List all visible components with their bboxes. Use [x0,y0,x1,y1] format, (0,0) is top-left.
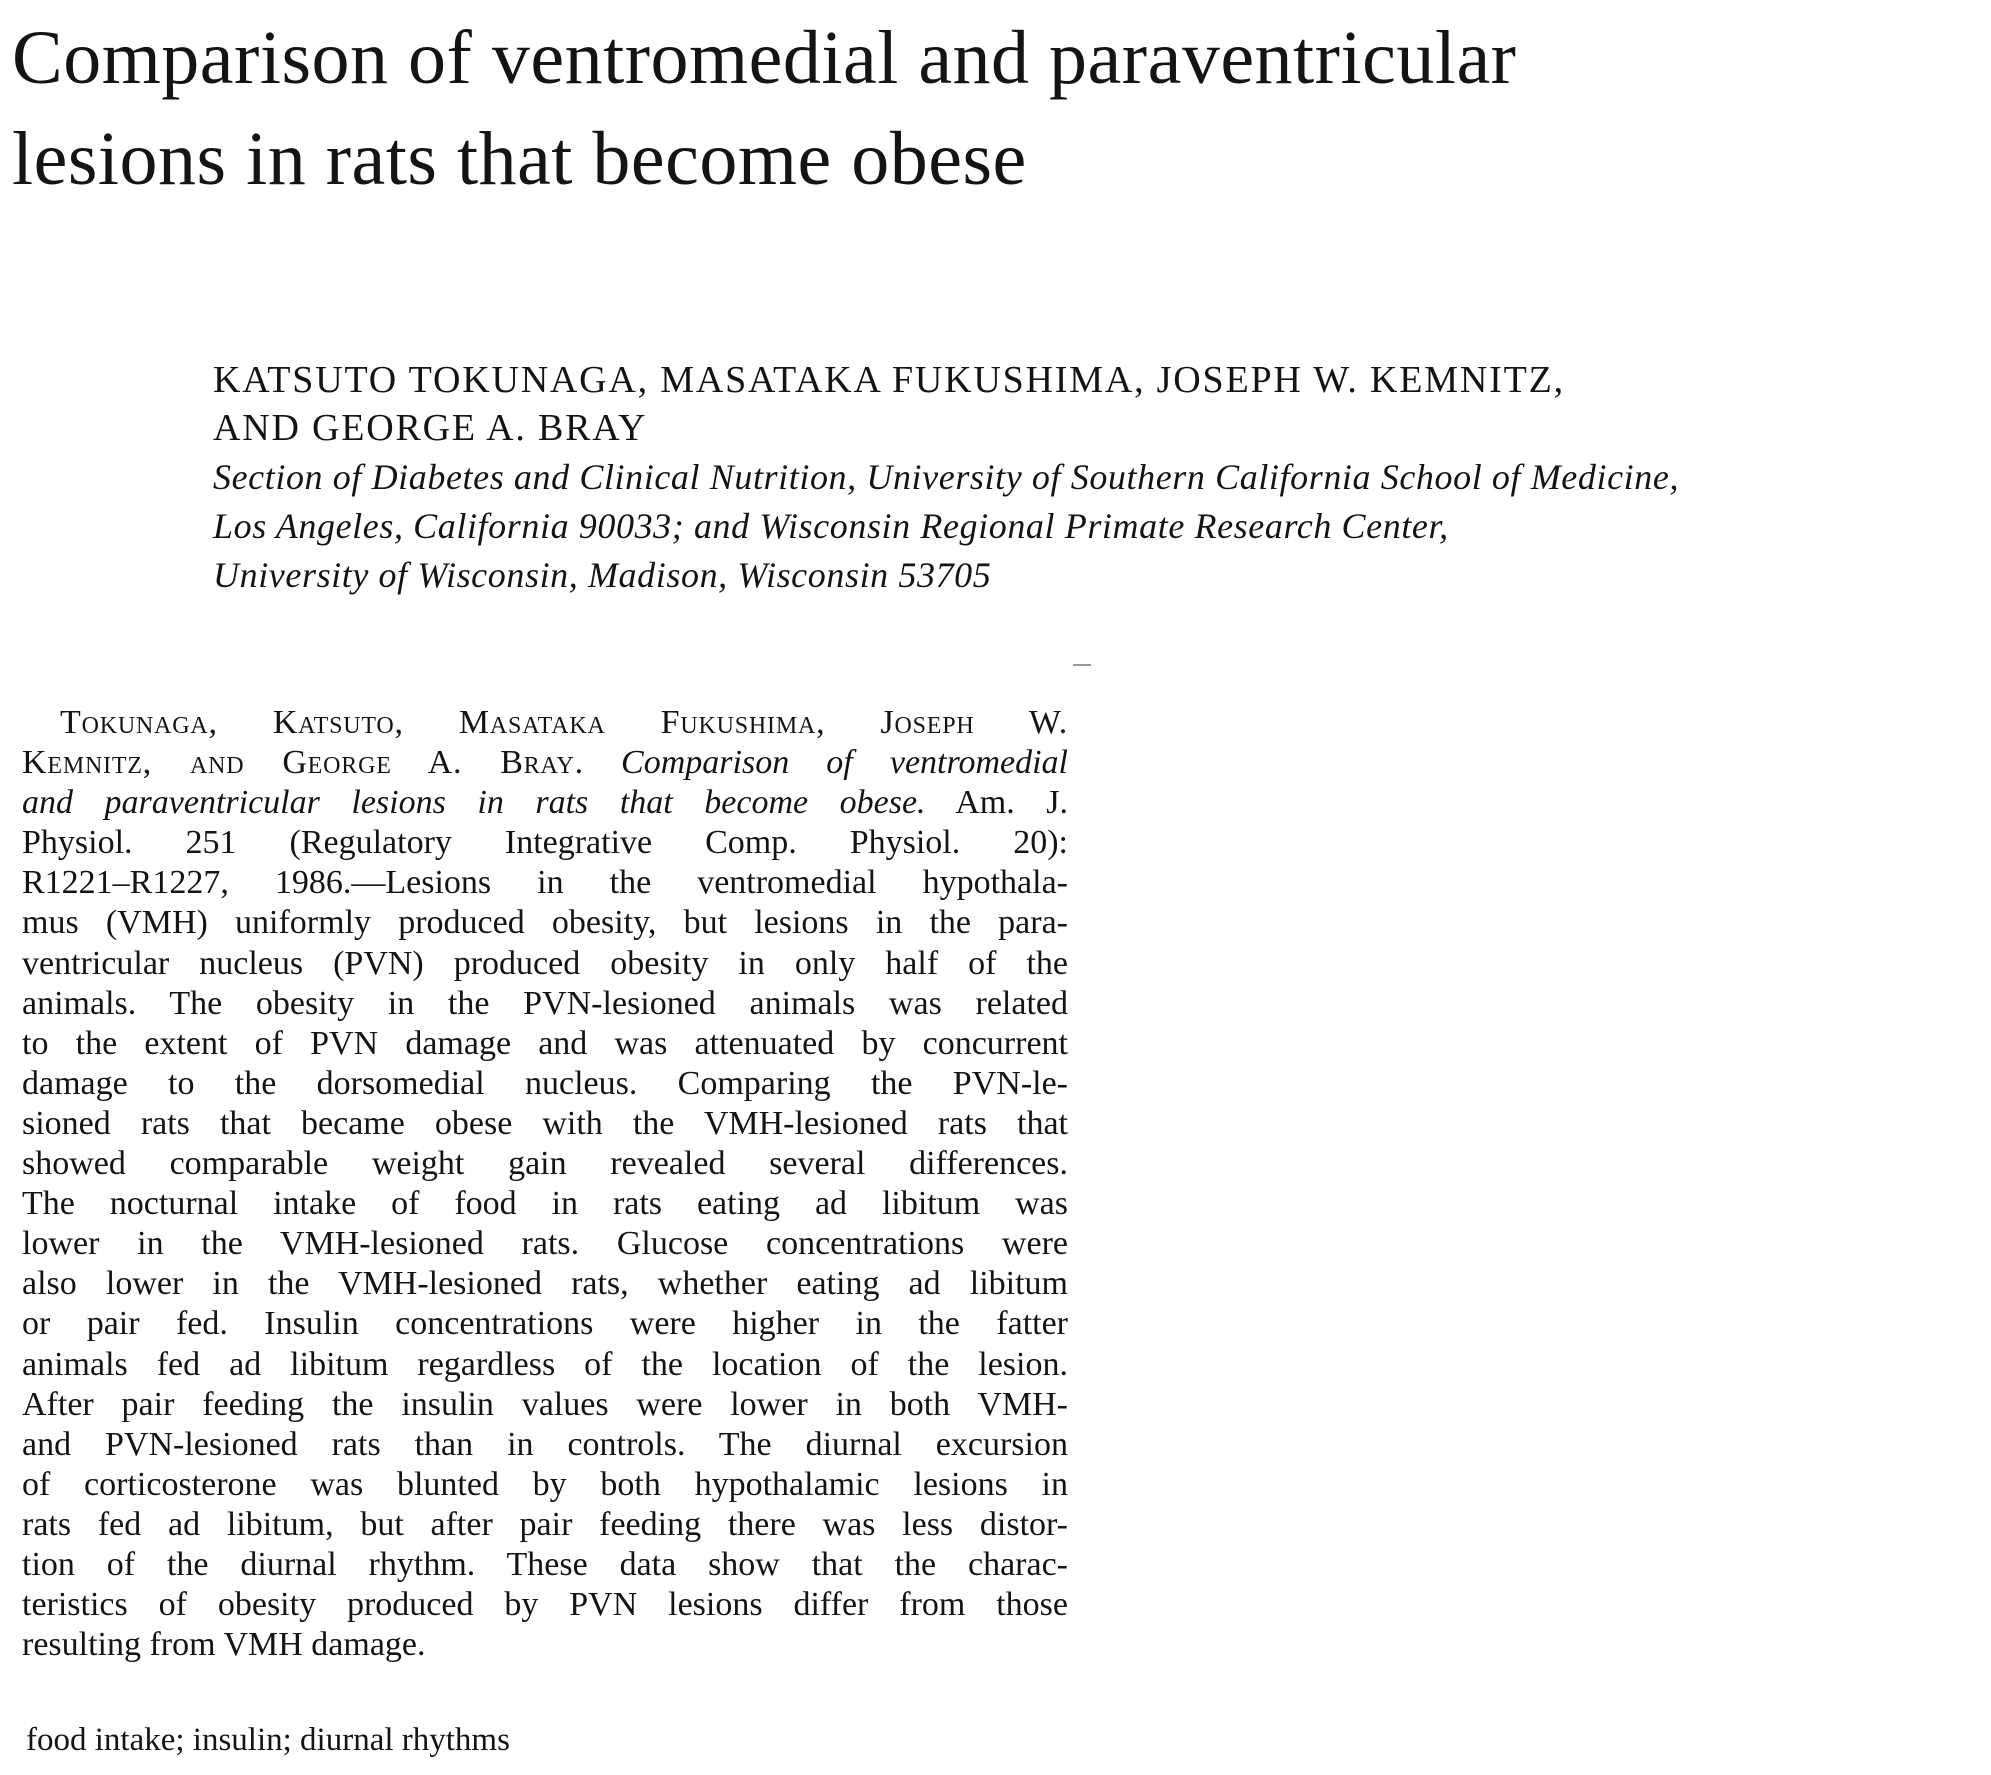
title-line-1: Comparison of ventromedial and paraventricular [12,16,1517,100]
abstract-line [22,703,1068,743]
abstract-line: resulting from VMH damage. [22,1626,426,1664]
abstract-line: mus (VMH) uniformly produced obesity, but lesions in the para- [22,904,1068,942]
abstract-line: animals. The obesity in the PVN-lesioned animals was related [22,984,1068,1022]
abstract [22,703,1068,1665]
abstract-line: of corticosterone was blunted by both hypothalamic lesions in [22,1465,1068,1503]
abstract-line [22,743,1068,783]
abstract-line: rats fed ad libitum, but after pair feeding there was less distor- [22,1505,1068,1543]
citation-authors: Kemnitz, and George A. Bray. [22,744,584,782]
affiliation [213,453,1983,600]
citation-title: Comparison of ventromedial [621,744,1068,782]
scan-mark [1073,664,1091,666]
citation-journal: Am. J. [955,784,1068,822]
title-line-2: lesions in rats that become obese [12,117,1027,201]
abstract-line: damage to the dorsomedial nucleus. Comparing the PVN-le- [22,1064,1068,1102]
citation-title: and paraventricular lesions in rats that become obese. [22,784,926,822]
author-line-2: AND GEORGE A. BRAY [213,407,648,449]
author-list [213,356,1973,452]
abstract-line: or pair fed. Insulin concentrations were higher in the fatter [22,1305,1068,1343]
affiliation-line-3: University of Wisconsin, Madison, Wisconsin 53705 [213,555,992,595]
abstract-line: lower in the VMH-lesioned rats. Glucose concentrations were [22,1225,1068,1263]
abstract-line: The nocturnal intake of food in rats eating ad libitum was [22,1185,1068,1223]
abstract-line: sioned rats that became obese with the VMH-lesioned rats that [22,1104,1068,1142]
abstract-line: teristics of obesity produced by PVN lesions differ from those [22,1586,1068,1624]
abstract-line: R1221–R1227, 1986.—Lesions in the ventromedial hypothala- [22,864,1068,902]
abstract-line: ventricular nucleus (PVN) produced obesity in only half of the [22,944,1068,982]
article-title [12,8,1912,210]
abstract-line: and PVN-lesioned rats than in controls. The diurnal excursion [22,1425,1068,1463]
affiliation-line-2: Los Angeles, California 90033; and Wisconsin Regional Primate Research Center, [213,506,1449,546]
abstract-line: showed comparable weight gain revealed several differences. [22,1145,1068,1183]
author-line-1: KATSUTO TOKUNAGA, MASATAKA FUKUSHIMA, JOSEPH W. KEMNITZ, [213,359,1565,401]
keywords: food intake; insulin; diurnal rhythms [26,1722,510,1758]
abstract-line: animals fed ad libitum regardless of the location of the lesion. [22,1345,1068,1383]
abstract-line: Physiol. 251 (Regulatory Integrative Comp. Physiol. 20): [22,824,1068,862]
affiliation-line-1: Section of Diabetes and Clinical Nutrition, University of Southern California School of Medicine, [213,457,1680,497]
citation-authors: Tokunaga, Katsuto, Masataka Fukushima, Joseph W. [60,704,1068,741]
abstract-line: After pair feeding the insulin values were lower in both VMH- [22,1385,1068,1423]
abstract-line: to the extent of PVN damage and was attenuated by concurrent [22,1024,1068,1062]
abstract-line: also lower in the VMH-lesioned rats, whether eating ad libitum [22,1265,1068,1303]
abstract-line: tion of the diurnal rhythm. These data show that the charac- [22,1545,1068,1583]
abstract-line [22,783,1068,823]
